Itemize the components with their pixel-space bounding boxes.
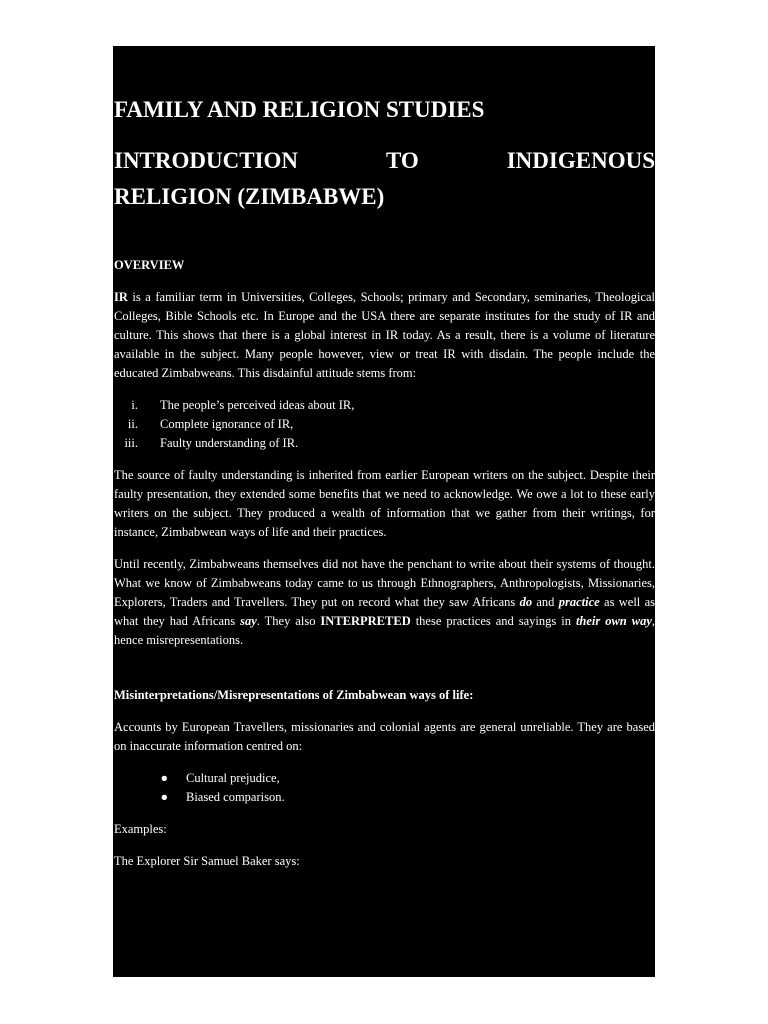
document-body <box>114 256 655 884</box>
list-text: Faulty understanding of IR. <box>160 436 299 450</box>
bullet-item <box>114 788 655 807</box>
text-run: Until recently, Zimbabweans themselves did not have the penchant to write about their systems of thought. What we know of Zimbabweans today came to us through Ethnographers, Anthropologists, Missionaries, Explorers, Traders and Travellers. They put on record what they saw Africans <box>114 557 655 609</box>
subtitle-word: INDIGENOUS <box>506 148 655 173</box>
roman-list <box>114 396 655 453</box>
list-item <box>114 434 655 453</box>
text-run: as well as what they had Africans <box>114 595 655 628</box>
paragraph-faulty-understanding: The source of faulty understanding is inherited from earlier European writers on the subject. Despite their faulty presentation, they extended some benefits that we need to acknowledge. We owe a lot to these early writers on the subject. They produced a wealth of information that we gather from their writings, for instance, Zimbabwean ways of life and their practices. <box>114 468 655 539</box>
bullet-text: Cultural prejudice, <box>186 771 280 785</box>
subtitle-word: TO <box>385 148 419 173</box>
emphasis-say: say <box>240 614 257 628</box>
paragraph-ethnographers <box>114 555 655 650</box>
section-heading: Misinterpretations/Misrepresentations of Zimbabwean ways of life: <box>114 688 474 702</box>
bullet-list <box>114 769 655 807</box>
list-text: The people’s perceived ideas about IR, <box>160 398 355 412</box>
examples-label: Examples: <box>114 822 167 836</box>
emphasis-own-way: their own way <box>575 614 652 628</box>
text-run: , hence misrepresentations. <box>114 614 655 647</box>
document-page <box>113 46 655 977</box>
overview-heading: OVERVIEW <box>114 258 185 272</box>
bullet-icon: ● <box>160 771 168 785</box>
list-number: iii. <box>124 436 138 450</box>
text-run: . They also <box>256 614 321 628</box>
text-run: and <box>532 595 559 609</box>
list-number: i. <box>131 398 138 412</box>
bullet-icon: ● <box>160 790 168 804</box>
list-item <box>114 396 655 415</box>
list-text: Complete ignorance of IR, <box>160 417 294 431</box>
ir-term: IR <box>114 290 128 304</box>
subtitle-line-2: RELIGION (ZIMBABWE) <box>114 184 385 209</box>
bullet-text: Biased comparison. <box>186 790 285 804</box>
emphasis-do: do <box>519 595 533 609</box>
quote-intro: The Explorer Sir Samuel Baker says: <box>114 854 300 868</box>
document-title: FAMILY AND RELIGION STUDIES <box>114 97 485 122</box>
list-item <box>114 415 655 434</box>
subtitle-word: INTRODUCTION <box>114 148 299 173</box>
emphasis-interpreted: INTERPRETED <box>320 614 411 628</box>
bullet-item <box>114 769 655 788</box>
paragraph-intro-text: is a familiar term in Universities, Colleges, Schools; primary and Secondary, seminaries, Theological Colleges, Bible Schools etc. In Europe and the USA there are separate institutes for the study of IR and culture. This shows that there is a global interest in IR today. As a result, there is a volume of literature available in the subject. Many people however, view or treat IR with disdain. The people include the educated Zimbabweans. This disdainful attitude stems from: <box>114 290 655 380</box>
paragraph-accounts: Accounts by European Travellers, missionaries and colonial agents are general unreliable. They are based on inaccurate information centred on: <box>114 720 655 753</box>
emphasis-practice: practice <box>558 595 600 609</box>
document-subtitle <box>114 143 655 215</box>
text-run: these practices and sayings in <box>410 614 576 628</box>
list-number: ii. <box>127 417 138 431</box>
paragraph-intro <box>114 288 655 383</box>
